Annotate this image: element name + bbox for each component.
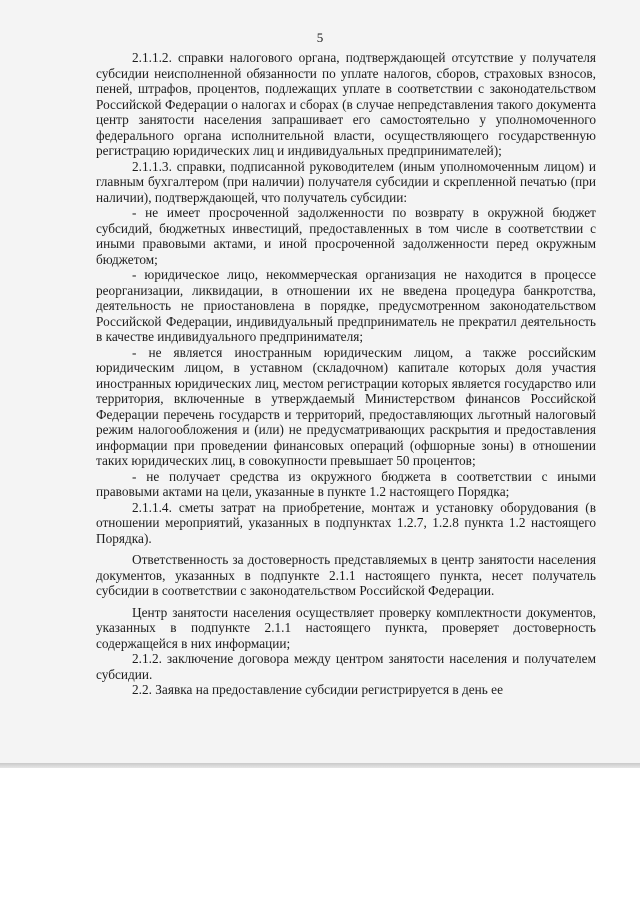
paragraph-2-1-1-2: 2.1.1.2. справки налогового органа, подтверждающей отсутствие у получателя субсидии неисполненной обязанности по уплате налогов, сборов, страховых взносов, пеней, штрафов, процентов, подлежащих уплате в соответствии с законодательством Российской Федерации о налогах и сборах (в случае непредставления такого документа центр занятости населения запрашивает его самостоятельно у уполномоченного федерального органа исполнительной власти, осуществляющего государственную регистрацию юридических лиц и индивидуальных предпринимателей);: [96, 50, 596, 158]
condition-no-overdue-debt: - не имеет просроченной задолженности по возврату в окружной бюджет субсидий, бюджетных инвестиций, предоставленных в том числе в соответствии с иными правовыми актами, и иной просроченной задолженности перед окружным бюджетом;: [96, 205, 596, 267]
paragraph-2-2: 2.2. Заявка на предоставление субсидии регистрируется в день ее: [132, 682, 503, 697]
paragraph-verification: Центр занятости населения осуществляет проверку комплектности документов, указанных в подпункте 2.1.1 настоящего пункта, проверяет достоверность содержащейся в них информации;: [96, 604, 596, 651]
paragraph-responsibility: Ответственность за достоверность представляемых в центр занятости населения документов, указанных в подпункте 2.1.1 настоящего пункта, несет получатель субсидии в соответствии с законодательством Российской Федерации.: [96, 552, 596, 598]
page-number: 5: [316, 30, 324, 45]
document-body: [96, 50, 596, 698]
condition-not-foreign-entity: - не является иностранным юридическим лицом, а также российским юридическим лицом, в уставном (складочном) капитале которых доля участия иностранных юридических лиц, местом регистрации которых является государство или территория, включенные в утверждаемый Министерством финансов Российской Федерации перечень государств и территорий, предоставляющих льготный налоговый режим налогообложения и (или) не предусматривающих раскрытия и предоставления информации при проведении финансовых операций (офшорные зоны) в отношении таких юридических лиц, в совокупности превышает 50 процентов;: [96, 344, 596, 468]
paragraph-2-1-2: 2.1.2. заключение договора между центром занятости населения и получателем субсидии.: [96, 651, 596, 682]
paragraph-2-1-1-3: 2.1.1.3. справки, подписанной руководителем (иным уполномоченным лицом) и главным бухгалтером (при наличии) получателя субсидии и скрепленной печатью (при наличии), подтверждающей, что получатель субсидии:: [96, 158, 596, 205]
paragraph-2-1-1-4: 2.1.1.4. сметы затрат на приобретение, монтаж и установку оборудования (в отношении мероприятий, указанных в подпунктах 1.2.7, 1.2.8 пункта 1.2 настоящего Порядка).: [96, 499, 596, 546]
scan-bottom-edge: [0, 763, 640, 768]
condition-not-in-reorganization: - юридическое лицо, некоммерческая организация не находится в процессе реорганизации, ликвидации, в отношении их не введена процедура банкротства, деятельность не приостановлена в порядке, предусмотренном законодательством Российской Федерации, индивидуальный предприниматель не прекратил деятельность в качестве индивидуального предпринимателя;: [96, 267, 596, 344]
condition-no-other-funds: - не получает средства из окружного бюджета в соответствии с иными правовыми актами на цели, указанные в пункте 1.2 настоящего Порядка;: [96, 468, 596, 499]
